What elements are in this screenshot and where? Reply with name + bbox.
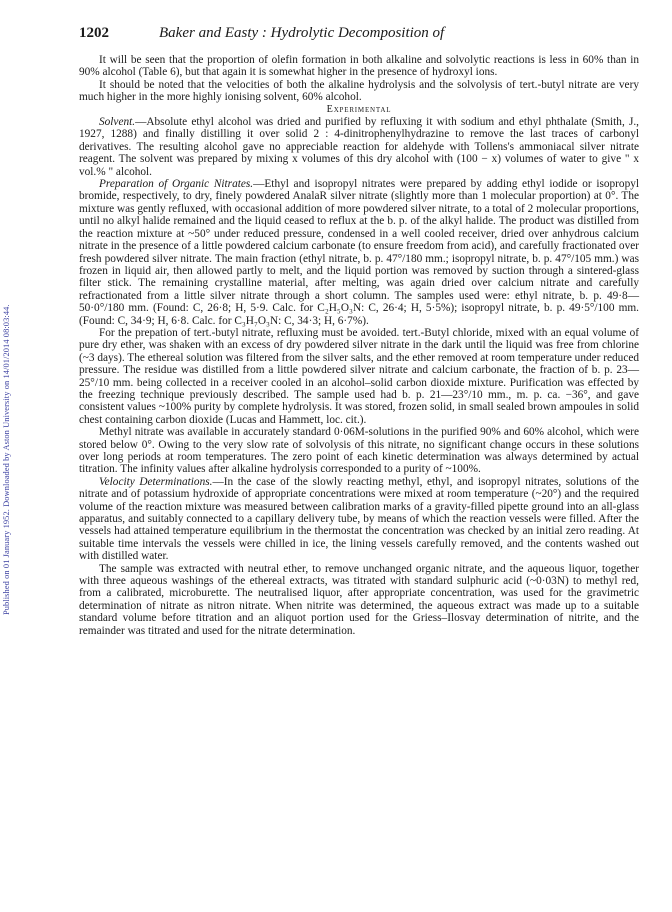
velocity-heading: Velocity Determinations. xyxy=(99,475,213,488)
preparation-heading: Preparation of Organic Nitrates. xyxy=(99,178,254,191)
solvent-text: —Absolute ethyl alcohol was dried and purified by refluxing it with sodium and ethyl phthalate (Smith, J., 1927, 1288) and finally distilling it over solid 2 : 4-dinitrophenylhydrazine to remove the last traces of carbonyl derivatives. The resulting alcohol gave no appreciable reaction for aldehyde with Tollens's ammoniacal silver nitrate reagent. The solvent was prepared by mixing x volumes of this dry alcohol with (100 − x) volumes of water to give " x vol.% " alcohol. xyxy=(79,116,639,178)
page-header xyxy=(79,25,639,45)
paragraph-velocities: It should be noted that the velocities of both the alkaline hydrolysis and the solvolysis of tert.-butyl nitrate are very much higher in the more highly ionising solvent, 60% alcohol. xyxy=(79,78,639,104)
velocity-text: —In the case of the slowly reacting methyl, ethyl, and isopropyl nitrates, solutions of the nitrate and of potassium hydroxide of appropriate concentrations were mixed at room temperature (~20°) and the required volume of the reaction mixture was measured between calibration marks of a gravity-filled pipette ground into an all-glass apparatus, and suitably connected to a capillary delivery tube, by means of which the reaction vessels were filled. After the vessels had attained temperature equilibrium in the thermostat the concentration was checked by an initial zero reading. At suitable time intervals the vessels were chilled in ice, the lining vessels carefully removed, and the contents washed out with distilled water. xyxy=(79,475,639,563)
paragraph-preparation xyxy=(79,178,639,327)
solvent-heading: Solvent. xyxy=(99,116,136,129)
paragraph-solvent xyxy=(79,116,639,178)
running-title: Baker and Easty : Hydrolytic Decomposition of xyxy=(159,25,445,41)
paragraph-sample: The sample was extracted with neutral ether, to remove unchanged organic nitrate, and the aqueous liquor, together with three aqueous washings of the ethereal extracts, was titrated with standard sulphuric acid (~0·03N) to methyl red, from a calibrated, microburette. The neutralised liquor, after appropriate concentration, was used for the gravimetric determination of nitrate as nitron nitrate. When nitrite was determined, the aqueous extract was made up to a suitable standard volume before titration and an aliquot portion used for the Griess–Ilosvay determination of nitrite, and the remainder was titrated and used for the nitrate determination. xyxy=(79,562,639,637)
download-watermark: Published on 01 January 1952. Downloaded by Aston University on 14/01/2014 08:03:44. xyxy=(2,304,11,616)
section-heading: Experimental xyxy=(326,103,392,115)
article-body xyxy=(79,54,639,637)
page-number: 1202 xyxy=(79,25,109,41)
paragraph-olefin: It will be seen that the proportion of olefin formation in both alkaline and solvolytic reactions is less in 60% than in 90% alcohol (Table 6), but that again it is somewhat higher in the presence of hydroxyl ions. xyxy=(79,54,639,79)
paragraph-methyl: Methyl nitrate was available in accurately standard 0·06M-solutions in the purified 90% and 60% alcohol, which were stored below 0°. Owing to the very slow rate of solvolysis of this nitrate, no significant change occurs in these solutions over long periods at room temperatures. The zero point of each kinetic determination was always determined by actual titration. The infinity values after alkaline hydrolysis corresponded to a purity of ~100%. xyxy=(79,426,639,476)
paragraph-tert-butyl: For the prepation of tert.-butyl nitrate, refluxing must be avoided. tert.-Butyl chloride, mixed with an equal volume of pure dry ether, was shaken with an excess of dry powdered silver nitrate in the dark until the liquid was free from chlorine (~3 days). The ethereal solution was filtered from the silver salts, and the ether removed at room temperature under reduced pressure. The residue was distilled from a little powdered silver nitrate and calcium carbonate, the fraction of b. p. 23—25°/10 mm. being collected in a receiver cooled in an alcohol–solid carbon dioxide mixture. Purification was effected by the freezing technique previously described. The sample used had b. p. 21—23°/10 mm., m. p. ca. −36°, and gave consistent values ~100% purity by complete hydrolysis. It was stored, frozen solid, in small sealed brown ampoules in solid chest containing carbon dioxide (Lucas and Hammett, loc. cit.). xyxy=(79,326,639,426)
preparation-text: —Ethyl and isopropyl nitrates were prepared by adding ethyl iodide or isopropyl bromide, respectively, to dry, finely powdered AnalaR silver nitrate (slightly more than 1 molecular proportion) at 0°. The mixture was gently refluxed, with occasional addition of more powdered silver nitrate, to a total of 2 molecular proportions, until no alkyl halide remained and the liquid ceased to reflux at the b. p. of the alkyl halide. The product was distilled from the reaction mixture at ~50° under reduced pressure, condensed in a well cooled receiver, dried over anhydrous calcium nitrate in the presence of a little powdered calcium carbonate (to ensure freedom from acid), and carefully fractionated over fresh powdered silver nitrate. The main fraction (ethyl nitrate, b. p. 47°/180 mm.; isopropyl nitrate, b. p. 47°/105 mm.) was frozen in liquid air, then allowed partly to melt, and the liquid portion was removed by suction through a sintered-glass filter stick. The remaining crystalline material, after melting, was again dried over calcium nitrate and carefully refractionated from a little silver nitrate through a short column. The samples used were: ethyl nitrate, b. p. 49·8—50·0°/180 mm. (Found: C, 26·8; H, 5·9. Calc. for C₂H₅O₃N: C, 26·4; H, 5·5%); isopropyl nitrate, b. p. 49·5°/100 mm. (Found: C, 34·9; H, 6·8. Calc. for C₃H₇O₃N: C, 34·3; H, 6·7%). xyxy=(79,178,640,327)
paragraph-velocity xyxy=(79,476,639,563)
